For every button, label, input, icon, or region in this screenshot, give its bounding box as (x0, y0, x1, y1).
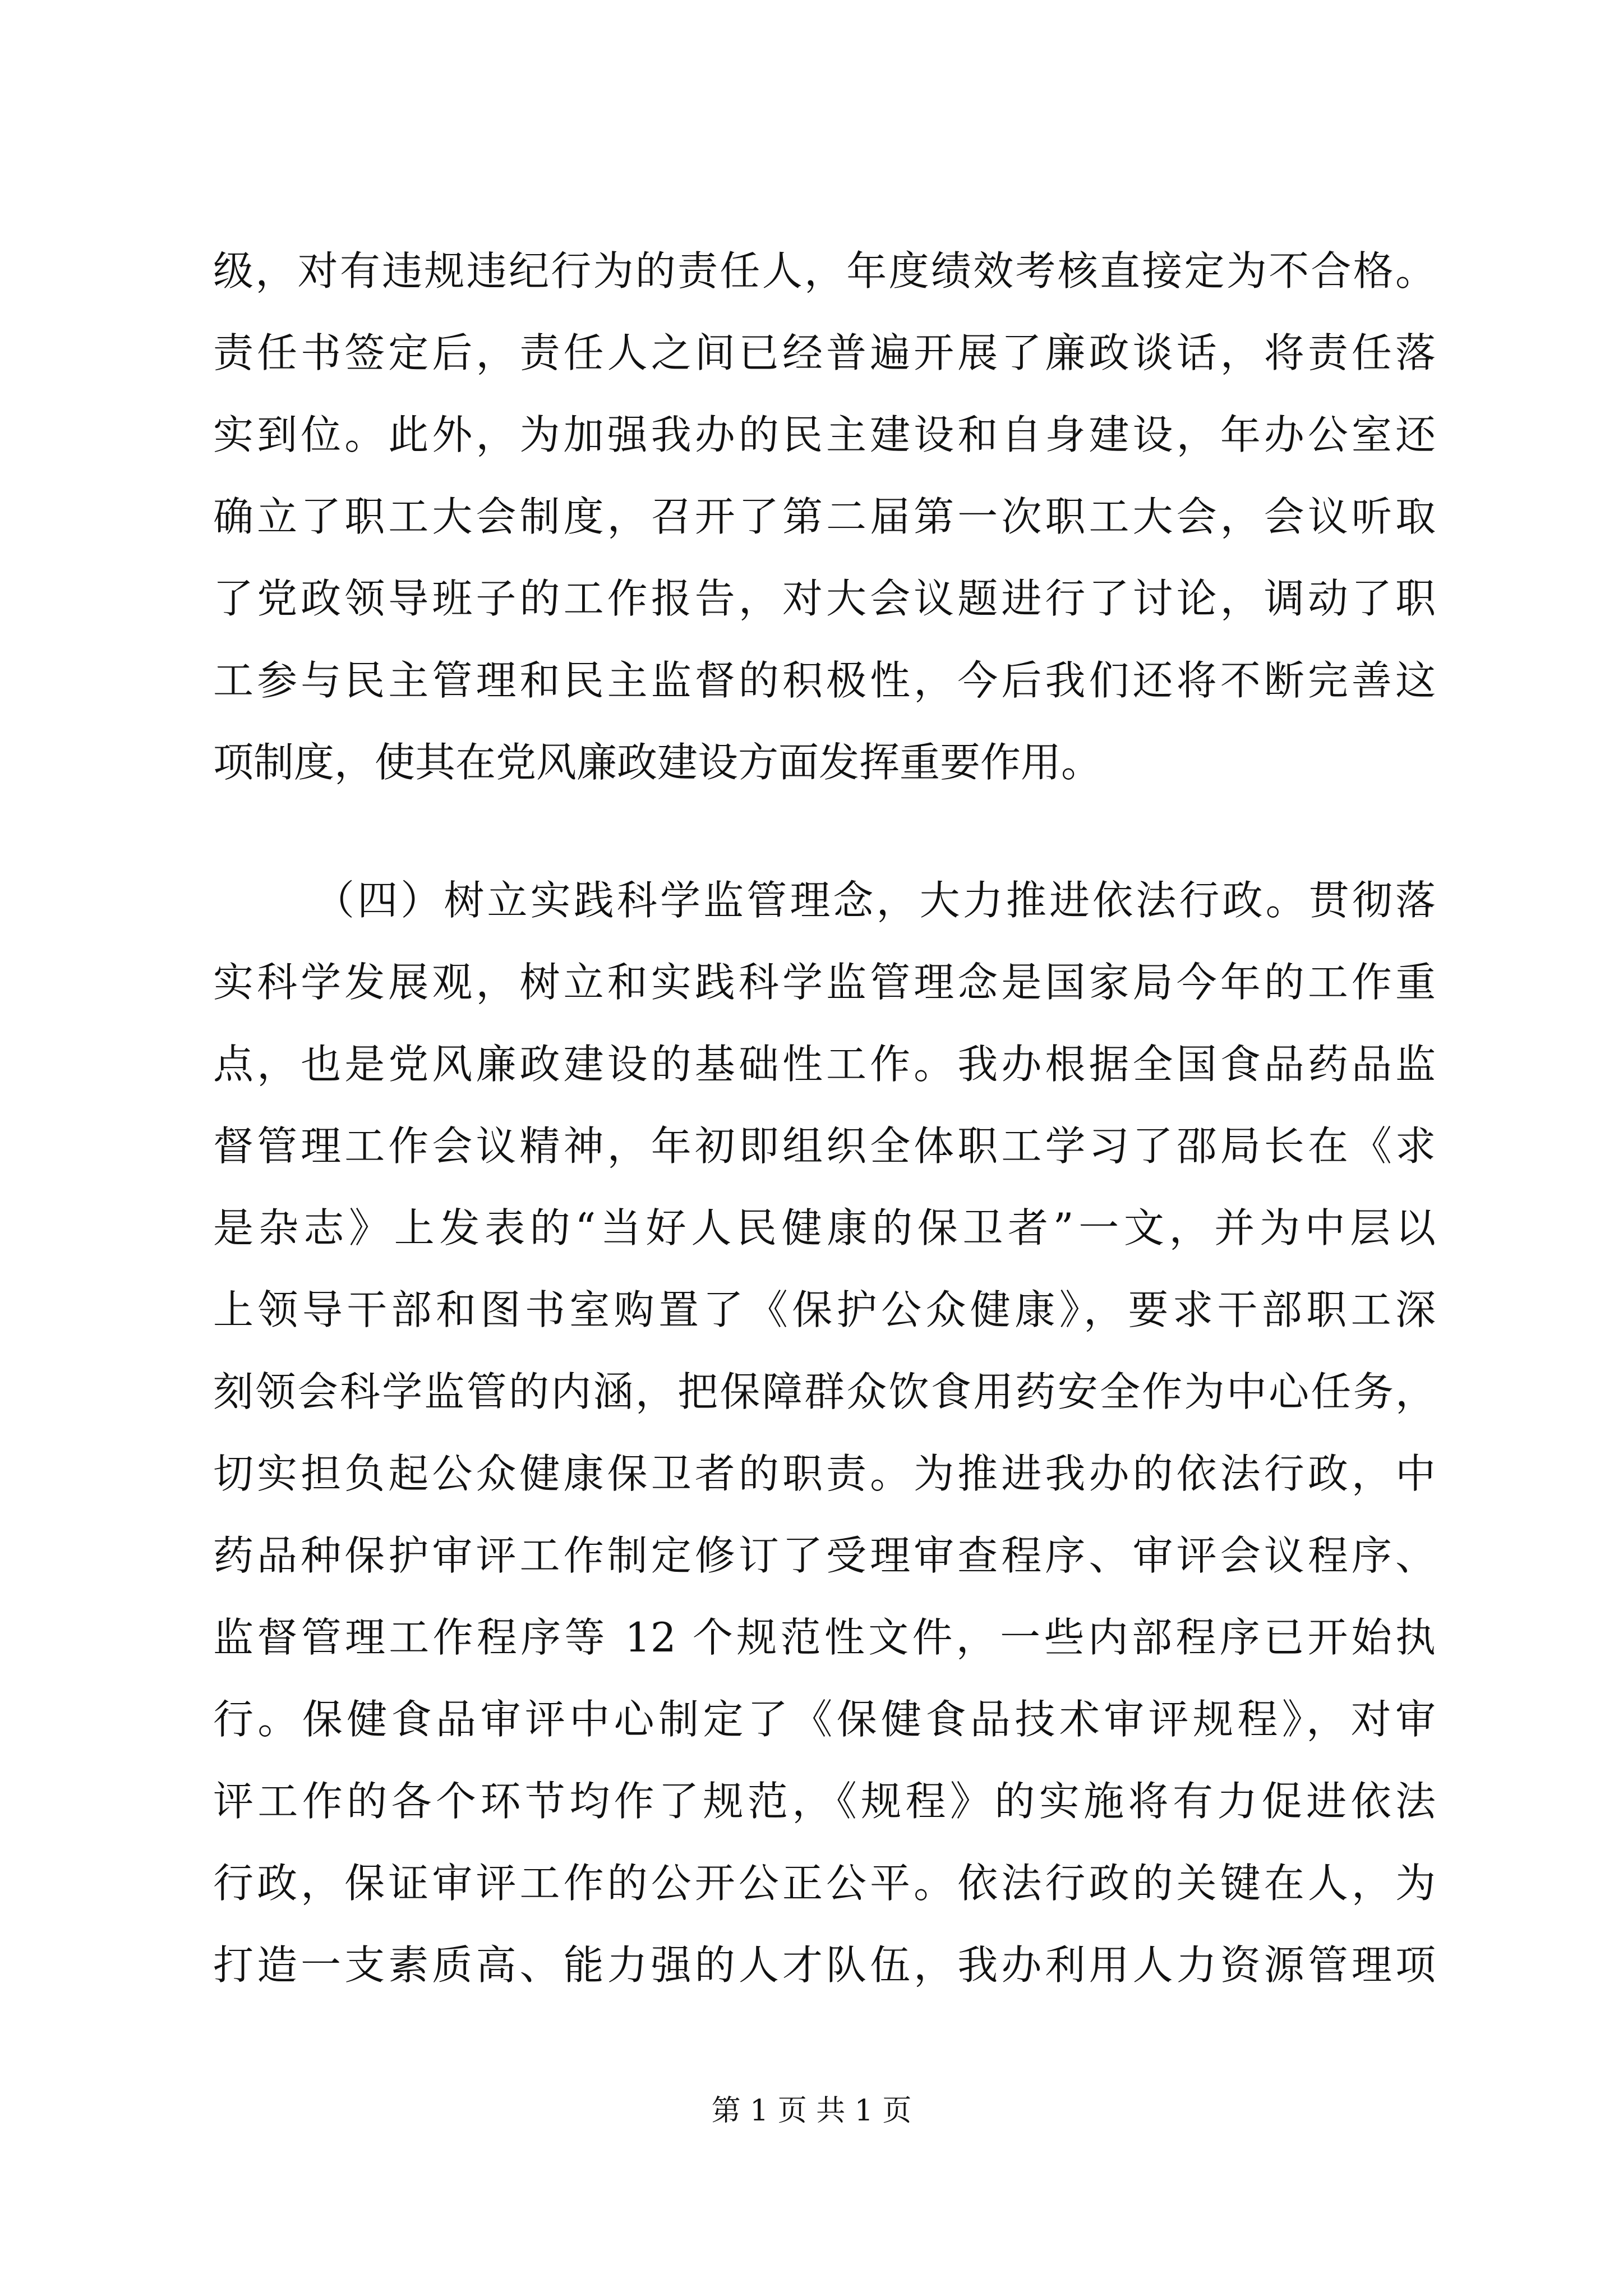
text-line: 切实担负起公众健康保卫者的职责。为推进我办的依法行政，中 (213, 1450, 1436, 1497)
text-line: 是杂志》上发表的“当好人民健康的保卫者”一文，并为中层以 (213, 1204, 1436, 1251)
text-line: 实科学发展观，树立和实践科学监管理念是国家局今年的工作重 (213, 959, 1436, 1006)
text-line: 督管理工作会议精神，年初即组织全体职工学习了邵局长在《求 (213, 1122, 1436, 1170)
text-line: 责任书签定后，责任人之间已经普遍开展了廉政谈话，将责任落 (213, 329, 1436, 376)
text-line: 评工作的各个环节均作了规范，《规程》的实施将有力促进依法 (213, 1778, 1436, 1825)
paragraph-heading-line: （四）树立实践科学监管理念，大力推进依法行政。贯彻落 (314, 877, 1436, 924)
text-line: 监督管理工作程序等 12 个规范性文件，一些内部程序已开始执 (213, 1614, 1436, 1661)
text-line: 上领导干部和图书室购置了《保护公众健康》，要求干部职工深 (213, 1286, 1436, 1333)
page-number-footer: 第 1 页 共 1 页 (711, 2094, 912, 2128)
text-line: 级，对有违规违纪行为的责任人，年度绩效考核直接定为不合格。 (213, 247, 1436, 295)
text-line: 行。保健食品审评中心制定了《保健食品技术审评规程》，对审 (213, 1696, 1436, 1743)
text-line: 项制度，使其在党风廉政建设方面发挥重要作用。 (213, 739, 1102, 786)
text-line: 刻领会科学监管的内涵，把保障群众饮食用药安全作为中心任务， (213, 1368, 1436, 1415)
text-line: 实到位。此外，为加强我办的民主建设和自身建设，年办公室还 (213, 411, 1436, 458)
text-line: 行政，保证审评工作的公开公正公平。依法行政的关键在人，为 (213, 1860, 1436, 1907)
text-line: 药品种保护审评工作制定修订了受理审查程序、审评会议程序、 (213, 1532, 1436, 1579)
text-line: 工参与民主管理和民主监督的积极性，今后我们还将不断完善这 (213, 657, 1436, 704)
text-line: 了党政领导班子的工作报告，对大会议题进行了讨论，调动了职 (213, 575, 1436, 622)
text-line: 打造一支素质高、能力强的人才队伍，我办利用人力资源管理项 (213, 1941, 1436, 1989)
text-line: 点，也是党风廉政建设的基础性工作。我办根据全国食品药品监 (213, 1041, 1436, 1088)
text-line: 确立了职工大会制度，召开了第二届第一次职工大会，会议听取 (213, 493, 1436, 540)
